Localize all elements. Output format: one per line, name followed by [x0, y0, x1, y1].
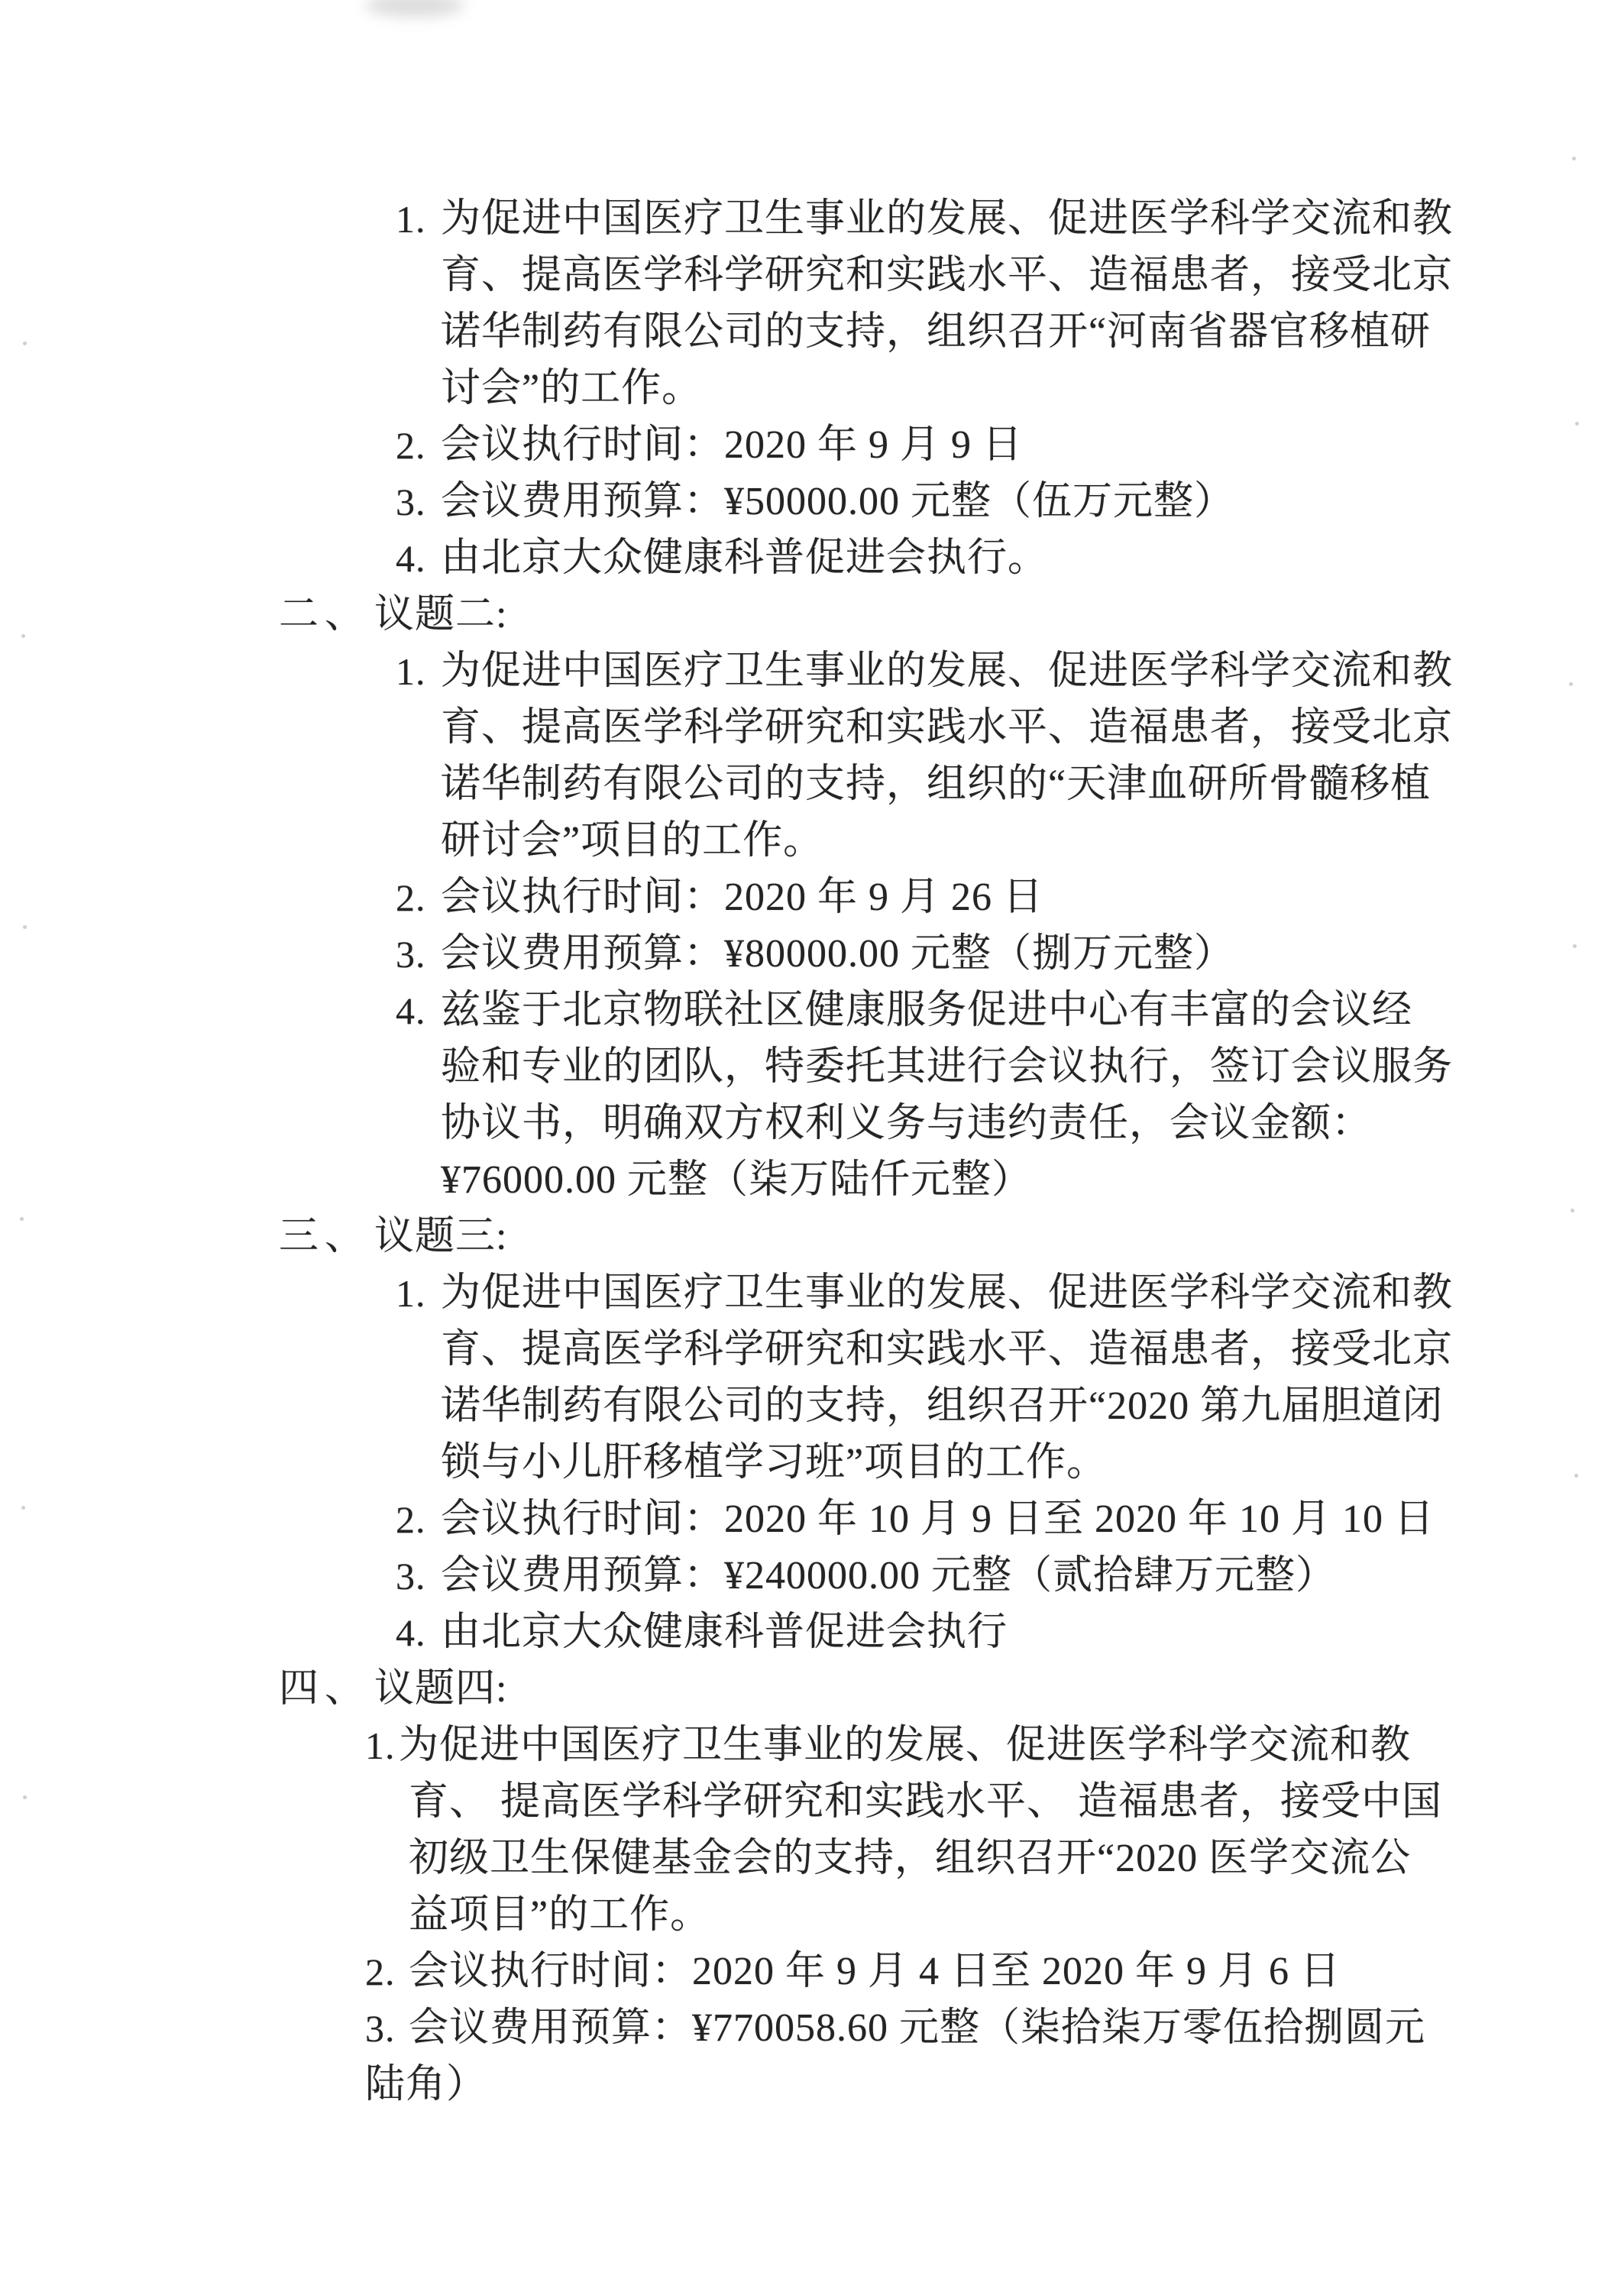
section-marker: 三、 — [279, 1215, 371, 1258]
scan-smudge-artifact — [365, 0, 464, 17]
meeting-time-text: 会议执行时间：2020 年 9 月 26 日 — [441, 876, 1044, 919]
list-item-line — [0, 304, 1624, 361]
list-item-line — [0, 1491, 1624, 1548]
list-text: 为促进中国医疗卫生事业的发展、促进医学科学交流和教 — [441, 649, 1454, 693]
list-item-line — [0, 1717, 1624, 1774]
list-number: 2. — [365, 1950, 396, 1993]
section-title: 议题三: — [374, 1215, 508, 1258]
meeting-time-text: 会议执行时间：2020 年 9 月 9 日 — [441, 423, 1024, 467]
list-text: 为促进中国医疗卫生事业的发展、促进医学科学交流和教 — [441, 1271, 1454, 1315]
list-item-line — [0, 700, 1624, 756]
list-text: 诺华制药有限公司的支持，组织召开“2020 第九届胆道闭 — [441, 1384, 1444, 1428]
section-marker: 四、 — [279, 1667, 371, 1711]
list-number: 1. — [396, 198, 426, 241]
list-item-line — [0, 1435, 1624, 1491]
list-item-line — [0, 869, 1624, 926]
list-item-line — [0, 813, 1624, 869]
list-text: 益项目”的工作。 — [409, 1893, 711, 1937]
section-title: 议题四: — [374, 1667, 508, 1711]
list-number: 2. — [396, 876, 426, 919]
budget-text: 会议费用预算：¥770058.60 元整（柒拾柒万零伍拾捌圆元 — [409, 2006, 1426, 2050]
meeting-time-text: 会议执行时间：2020 年 10 月 9 日至 2020 年 10 月 10 日 — [441, 1497, 1435, 1541]
list-item-line — [0, 2057, 1624, 2113]
budget-text: 会议费用预算：¥80000.00 元整（捌万元整） — [441, 932, 1235, 976]
list-item-line — [0, 1831, 1624, 1887]
list-item-line — [0, 1887, 1624, 1944]
budget-text: 会议费用预算：¥240000.00 元整（贰拾肆万元整） — [441, 1554, 1337, 1598]
list-item-line — [0, 2000, 1624, 2057]
list-item-line — [0, 1265, 1624, 1322]
list-text: 育、提高医学科学研究和实践水平、造福患者，接受北京 — [441, 706, 1454, 749]
budget-text: 会议费用预算：¥50000.00 元整（伍万元整） — [441, 480, 1235, 523]
list-text: 初级卫生保健基金会的支持，组织召开“2020 医学交流公 — [409, 1837, 1412, 1880]
list-text: 协议书，明确双方权利义务与违约责任，会议金额： — [441, 1102, 1373, 1145]
list-item-line — [0, 417, 1624, 474]
document-body — [0, 191, 1624, 2113]
list-text: 兹鉴于北京物联社区健康服务促进中心有丰富的会议经 — [441, 989, 1413, 1032]
section-title: 议题二: — [374, 593, 508, 636]
list-item-line — [0, 248, 1624, 304]
list-text: 育、提高医学科学研究和实践水平、造福患者，接受北京 — [441, 254, 1454, 297]
list-text: 诺华制药有限公司的支持，组织的“天津血研所骨髓移植 — [441, 762, 1432, 806]
list-number: 1. — [365, 1724, 396, 1767]
list-item-line — [0, 1548, 1624, 1604]
list-item-line — [0, 1152, 1624, 1209]
list-item-line — [0, 474, 1624, 530]
list-item-line — [0, 1039, 1624, 1096]
list-item-line — [0, 191, 1624, 248]
list-text: 育、 提高医学科学研究和实践水平、 造福患者，接受中国 — [409, 1780, 1443, 1824]
section-heading — [0, 587, 1624, 643]
budget-text-continued: 陆角） — [365, 2063, 487, 2106]
list-number: 4. — [396, 537, 426, 580]
list-text: 育、提高医学科学研究和实践水平、造福患者，接受北京 — [441, 1328, 1454, 1371]
list-text: 研讨会”项目的工作。 — [441, 819, 824, 863]
list-item-line — [0, 983, 1624, 1039]
list-number: 3. — [365, 2007, 396, 2050]
list-text: 诺华制药有限公司的支持，组织召开“河南省器官移植研 — [441, 310, 1432, 354]
section-heading — [0, 1209, 1624, 1265]
list-text: 锁与小儿肝移植学习班”项目的工作。 — [441, 1441, 1108, 1484]
list-item-line — [0, 643, 1624, 700]
list-item-line — [0, 361, 1624, 417]
section-marker: 二、 — [279, 593, 371, 636]
list-item-line — [0, 926, 1624, 983]
section-heading — [0, 1661, 1624, 1717]
list-number: 4. — [396, 1611, 426, 1654]
contract-amount-text: ¥76000.00 元整（柒万陆仟元整） — [441, 1158, 1033, 1202]
list-text: 验和专业的团队，特委托其进行会议执行，签订会议服务 — [441, 1045, 1454, 1089]
list-item-line — [0, 1378, 1624, 1435]
list-number: 2. — [396, 1498, 426, 1541]
list-item-line — [0, 1322, 1624, 1378]
list-item-line — [0, 1604, 1624, 1661]
list-item-line — [0, 1096, 1624, 1152]
list-number: 1. — [396, 650, 426, 693]
list-item-line — [0, 1774, 1624, 1831]
list-number: 1. — [396, 1272, 426, 1315]
list-number: 2. — [396, 424, 426, 467]
list-number: 3. — [396, 933, 426, 976]
list-text: 为促进中国医疗卫生事业的发展、促进医学科学交流和教 — [399, 1724, 1412, 1767]
list-number: 3. — [396, 1555, 426, 1598]
executor-text: 由北京大众健康科普促进会执行。 — [441, 536, 1049, 580]
list-item-line — [0, 530, 1624, 587]
meeting-time-text: 会议执行时间：2020 年 9 月 4 日至 2020 年 9 月 6 日 — [409, 1950, 1341, 1993]
list-item-line — [0, 756, 1624, 813]
scan-speck — [1572, 157, 1576, 160]
list-number: 4. — [396, 989, 426, 1032]
list-number: 3. — [396, 481, 426, 523]
list-item-line — [0, 1944, 1624, 2000]
executor-text: 由北京大众健康科普促进会执行 — [441, 1611, 1008, 1654]
list-text: 为促进中国医疗卫生事业的发展、促进医学科学交流和教 — [441, 197, 1454, 241]
list-text: 讨会”的工作。 — [441, 367, 703, 410]
